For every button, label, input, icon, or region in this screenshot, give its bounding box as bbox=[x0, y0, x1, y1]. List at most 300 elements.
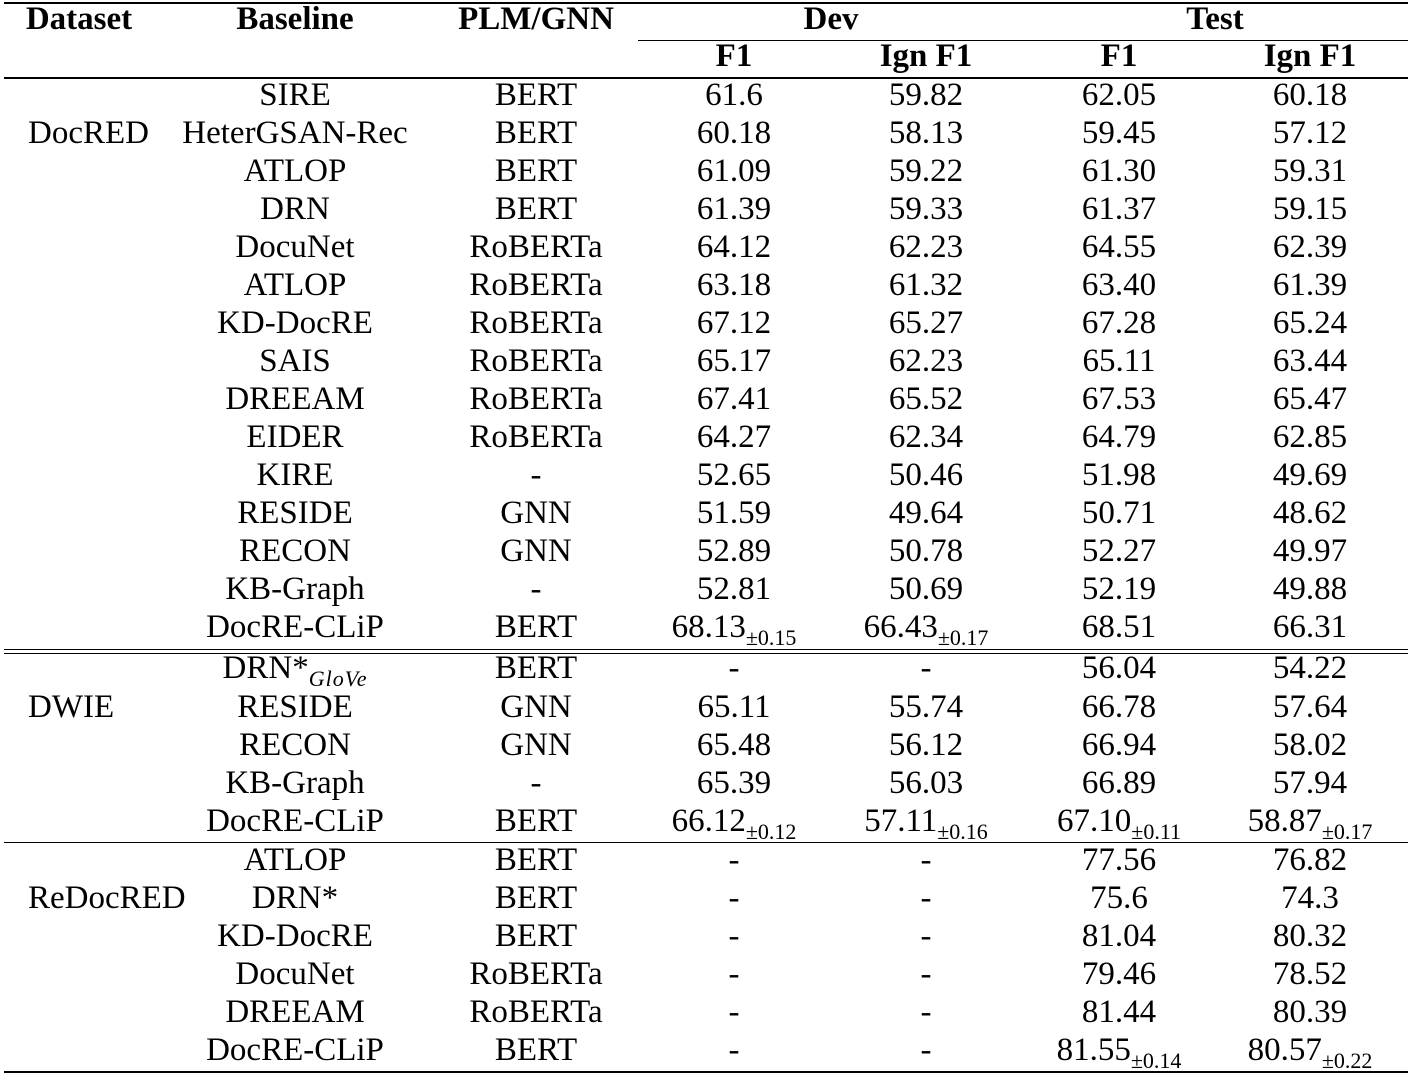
baseline-cell bbox=[225, 993, 364, 1031]
dev-ign-f1-cell bbox=[889, 152, 963, 190]
table-row bbox=[0, 688, 1412, 726]
plm-gnn-cell bbox=[531, 456, 542, 494]
test-ign-f1-cell-value: 80.39 bbox=[1272, 994, 1348, 1030]
test-f1-cell bbox=[1082, 266, 1156, 304]
plm-gnn-cell bbox=[469, 228, 602, 266]
dev-f1-cell bbox=[697, 152, 771, 190]
plm-gnn-cell bbox=[495, 190, 577, 228]
baseline-cell bbox=[257, 456, 334, 494]
test-ign-f1-cell-value: 49.69 bbox=[1272, 457, 1348, 493]
plm-gnn-cell-value: GNN bbox=[500, 727, 572, 763]
dev-ign-f1-cell bbox=[889, 342, 963, 380]
dev-f1-cell bbox=[729, 879, 740, 917]
table-row bbox=[0, 570, 1412, 608]
test-ign-f1-cell bbox=[1273, 688, 1347, 726]
plm-gnn-cell-value: BERT bbox=[494, 880, 578, 916]
test-f1-cell bbox=[1082, 342, 1155, 380]
plm-gnn-cell bbox=[495, 917, 577, 955]
dev-f1-cell-value: 61.09 bbox=[696, 153, 772, 189]
dev-f1-cell-value: 60.18 bbox=[696, 115, 772, 151]
dev-f1-cell bbox=[697, 114, 771, 152]
baseline-cell bbox=[244, 841, 347, 879]
test-f1-cell-value: 68.51 bbox=[1081, 609, 1157, 645]
dev-f1-cell-value: 67.12 bbox=[696, 305, 772, 341]
std-dev-subscript: ±0.15 bbox=[745, 625, 797, 650]
test-ign-f1-cell bbox=[1273, 190, 1347, 228]
baseline-cell bbox=[244, 266, 347, 304]
test-f1-cell-value: 61.30 bbox=[1081, 153, 1157, 189]
test-ign-f1-cell-value: 48.62 bbox=[1272, 495, 1348, 531]
dev-ign-f1-cell bbox=[889, 418, 963, 456]
dev-ign-f1-cell-value: - bbox=[920, 880, 932, 916]
dev-f1-cell-value: 52.65 bbox=[696, 457, 772, 493]
test-ign-f1-cell-value: 59.31 bbox=[1272, 153, 1348, 189]
table-row bbox=[0, 608, 1412, 650]
test-f1-cell bbox=[1082, 228, 1156, 266]
header-test-ign-f1: Ign F1 bbox=[1263, 38, 1357, 74]
baseline-cell-value: KD-DocRE bbox=[217, 305, 373, 341]
test-ign-f1-cell bbox=[1273, 726, 1347, 764]
test-f1-cell-value: 52.27 bbox=[1081, 533, 1157, 569]
plm-gnn-cell bbox=[500, 688, 572, 726]
dev-ign-f1-cell-value: 50.78 bbox=[888, 533, 964, 569]
plm-gnn-cell-value: GNN bbox=[500, 495, 572, 531]
table-row bbox=[0, 418, 1412, 456]
plm-gnn-cell-value: RoBERTa bbox=[469, 267, 603, 303]
dev-f1-cell bbox=[729, 649, 740, 687]
baseline-cell-value: ATLOP bbox=[243, 842, 347, 878]
test-f1-cell-value: 77.56 bbox=[1081, 842, 1157, 878]
dev-f1-cell-value: 61.39 bbox=[696, 191, 772, 227]
dev-ign-f1-cell bbox=[889, 688, 963, 726]
std-dev-subscript: ±0.12 bbox=[745, 819, 797, 844]
dev-f1-cell bbox=[697, 456, 771, 494]
plm-gnn-cell bbox=[531, 764, 542, 802]
dev-f1-cell-value: 65.48 bbox=[696, 727, 772, 763]
test-ign-f1-cell-value: 59.15 bbox=[1272, 191, 1348, 227]
plm-gnn-cell bbox=[469, 304, 602, 342]
baseline-cell-value: KB-Graph bbox=[225, 571, 365, 607]
test-f1-cell bbox=[1090, 879, 1148, 917]
test-ign-f1-cell-value: 54.22 bbox=[1272, 650, 1348, 686]
baseline-cell-value: DREEAM bbox=[225, 994, 365, 1030]
test-ign-f1-cell bbox=[1273, 955, 1347, 993]
plm-gnn-cell bbox=[495, 152, 577, 190]
baseline-cell-value: SAIS bbox=[259, 343, 331, 379]
plm-gnn-cell-value: BERT bbox=[494, 803, 578, 839]
baseline-cell-value: DRN* bbox=[222, 650, 309, 686]
table-row bbox=[0, 304, 1412, 342]
baseline-cell-value: ATLOP bbox=[243, 267, 347, 303]
test-f1-cell-value: 81.44 bbox=[1081, 994, 1157, 1030]
dev-ign-f1-cell-value: 59.22 bbox=[888, 153, 964, 189]
baseline-cell bbox=[239, 532, 351, 570]
header-plm-gnn: PLM/GNN bbox=[458, 1, 614, 37]
test-ign-f1-cell bbox=[1273, 649, 1347, 687]
test-f1-cell-value: 81.55 bbox=[1056, 1032, 1131, 1068]
dev-f1-cell-value: 64.12 bbox=[696, 229, 772, 265]
dev-ign-f1-cell bbox=[889, 190, 963, 228]
plm-gnn-cell-value: RoBERTa bbox=[469, 229, 603, 265]
dev-f1-cell-value: - bbox=[728, 1032, 740, 1068]
plm-gnn-cell-value: BERT bbox=[494, 191, 578, 227]
dev-f1-cell bbox=[697, 266, 771, 304]
test-f1-cell bbox=[1082, 494, 1156, 532]
test-ign-f1-cell-value: 80.57 bbox=[1247, 1032, 1322, 1068]
test-f1-cell bbox=[1082, 726, 1156, 764]
dev-ign-f1-cell bbox=[921, 993, 932, 1031]
baseline-cell-value: RESIDE bbox=[237, 689, 353, 725]
plm-gnn-cell-value: BERT bbox=[494, 77, 578, 113]
plm-gnn-cell-value: BERT bbox=[494, 842, 578, 878]
test-ign-f1-cell-value: 62.85 bbox=[1272, 419, 1348, 455]
plm-gnn-cell-value: BERT bbox=[494, 115, 578, 151]
plm-gnn-cell-value: GNN bbox=[500, 533, 572, 569]
test-f1-cell bbox=[1082, 76, 1156, 114]
baseline-cell-value: SIRE bbox=[259, 77, 331, 113]
dev-f1-cell-value: 68.13 bbox=[671, 609, 746, 645]
baseline-cell bbox=[206, 802, 384, 840]
test-f1-cell-value: 64.55 bbox=[1081, 229, 1157, 265]
baseline-cell bbox=[252, 879, 338, 917]
test-f1-cell-value: 50.71 bbox=[1081, 495, 1157, 531]
dev-f1-cell bbox=[697, 570, 771, 608]
dev-f1-cell bbox=[697, 418, 771, 456]
baseline-cell bbox=[246, 418, 343, 456]
baseline-cell bbox=[237, 494, 353, 532]
dev-f1-cell bbox=[729, 1031, 740, 1069]
test-ign-f1-cell-value: 61.39 bbox=[1272, 267, 1348, 303]
dev-ign-f1-cell bbox=[889, 304, 963, 342]
test-ign-f1-cell bbox=[1273, 841, 1347, 879]
dev-ign-f1-cell-value: 65.52 bbox=[888, 381, 964, 417]
dev-f1-cell bbox=[729, 993, 740, 1031]
dev-f1-cell-value: 67.41 bbox=[696, 381, 772, 417]
plm-gnn-cell-value: RoBERTa bbox=[469, 305, 603, 341]
baseline-cell bbox=[260, 190, 330, 228]
baseline-cell bbox=[235, 228, 354, 266]
header-dataset: Dataset bbox=[25, 1, 133, 37]
dev-f1-cell bbox=[697, 532, 771, 570]
plm-gnn-cell bbox=[495, 879, 577, 917]
plm-gnn-cell bbox=[500, 532, 572, 570]
table-row bbox=[0, 841, 1412, 879]
test-ign-f1-cell bbox=[1273, 608, 1347, 646]
test-f1-cell-value: 59.45 bbox=[1081, 115, 1157, 151]
baseline-cell-value: KD-DocRE bbox=[217, 918, 373, 954]
std-dev-subscript: ±0.14 bbox=[1130, 1048, 1182, 1073]
dev-ign-f1-cell-value: - bbox=[920, 650, 932, 686]
dev-ign-f1-cell bbox=[889, 114, 963, 152]
dev-f1-cell-value: 51.59 bbox=[696, 495, 772, 531]
test-ign-f1-cell bbox=[1273, 152, 1347, 190]
dev-ign-f1-cell-value: 66.43 bbox=[863, 609, 938, 645]
dev-f1-cell bbox=[729, 917, 740, 955]
test-ign-f1-cell bbox=[1273, 993, 1347, 1031]
baseline-cell-value: RECON bbox=[239, 533, 351, 569]
header-dev-ign-f1: Ign F1 bbox=[879, 38, 973, 74]
test-ign-f1-cell bbox=[1273, 76, 1347, 114]
test-ign-f1-cell bbox=[1273, 304, 1347, 342]
table-row bbox=[0, 532, 1412, 570]
test-f1-cell-value: 51.98 bbox=[1081, 457, 1157, 493]
test-ign-f1-cell-value: 66.31 bbox=[1272, 609, 1348, 645]
plm-gnn-cell bbox=[500, 494, 572, 532]
dev-f1-cell bbox=[697, 190, 771, 228]
dev-f1-cell bbox=[697, 380, 771, 418]
baseline-cell-value: KIRE bbox=[256, 457, 334, 493]
test-ign-f1-cell bbox=[1273, 570, 1347, 608]
test-f1-cell bbox=[1082, 764, 1156, 802]
dev-f1-cell-value: 52.89 bbox=[696, 533, 772, 569]
baseline-cell bbox=[244, 152, 347, 190]
test-ign-f1-cell-value: 57.94 bbox=[1272, 765, 1348, 801]
dev-f1-cell-value: - bbox=[728, 994, 740, 1030]
dev-ign-f1-cell bbox=[921, 917, 932, 955]
baseline-cell bbox=[225, 570, 364, 608]
plm-gnn-cell-value: BERT bbox=[494, 650, 578, 686]
std-dev-subscript: ±0.22 bbox=[1321, 1048, 1373, 1073]
plm-gnn-cell bbox=[469, 955, 602, 993]
dev-f1-cell bbox=[697, 494, 771, 532]
header-dev: Dev bbox=[803, 1, 859, 37]
dataset-label: ReDocRED bbox=[28, 880, 186, 916]
baseline-cell-value: DocuNet bbox=[235, 229, 355, 265]
dev-ign-f1-cell-value: - bbox=[920, 956, 932, 992]
baseline-cell-value: DocRE-CLiP bbox=[206, 609, 384, 645]
plm-gnn-cell-value: GNN bbox=[500, 689, 572, 725]
table-row bbox=[0, 649, 1412, 691]
table-row bbox=[0, 726, 1412, 764]
test-f1-cell-value: 61.37 bbox=[1081, 191, 1157, 227]
plm-gnn-cell-value: BERT bbox=[494, 918, 578, 954]
header-baseline: Baseline bbox=[236, 1, 354, 37]
header-test: Test bbox=[1186, 1, 1244, 37]
test-f1-cell bbox=[1082, 917, 1156, 955]
test-f1-cell-value: 66.94 bbox=[1081, 727, 1157, 763]
header-test-f1: F1 bbox=[1100, 38, 1138, 74]
header-dev-f1: F1 bbox=[715, 38, 753, 74]
baseline-cell-value: DocRE-CLiP bbox=[206, 1032, 384, 1068]
dev-f1-cell bbox=[697, 726, 771, 764]
dev-ign-f1-cell-value: 59.33 bbox=[888, 191, 964, 227]
test-f1-cell-value: 64.79 bbox=[1081, 419, 1157, 455]
test-ign-f1-cell bbox=[1273, 114, 1347, 152]
table-row bbox=[0, 993, 1412, 1031]
dev-ign-f1-cell bbox=[864, 802, 988, 843]
std-dev-subscript: ±0.11 bbox=[1131, 819, 1182, 844]
baseline-cell-value: DREEAM bbox=[225, 381, 365, 417]
table-row bbox=[0, 764, 1412, 802]
baseline-cell bbox=[259, 342, 331, 380]
test-ign-f1-cell bbox=[1273, 494, 1347, 532]
std-dev-subscript: ±0.16 bbox=[937, 819, 988, 844]
dev-f1-cell-value: - bbox=[728, 918, 740, 954]
plm-gnn-cell bbox=[495, 76, 577, 114]
test-f1-cell-value: 65.11 bbox=[1082, 343, 1156, 379]
test-f1-cell-value: 79.46 bbox=[1081, 956, 1157, 992]
plm-gnn-cell bbox=[531, 570, 542, 608]
dev-f1-cell bbox=[697, 304, 771, 342]
dev-ign-f1-cell bbox=[921, 1031, 932, 1069]
dev-ign-f1-cell-value: 65.27 bbox=[888, 305, 964, 341]
dev-ign-f1-cell-value: - bbox=[920, 1032, 932, 1068]
std-dev-subscript: ±0.17 bbox=[1321, 819, 1373, 844]
plm-gnn-cell-value: RoBERTa bbox=[469, 343, 603, 379]
plm-gnn-cell bbox=[469, 342, 602, 380]
baseline-cell bbox=[217, 917, 373, 955]
plm-gnn-cell-value: RoBERTa bbox=[469, 419, 603, 455]
dev-ign-f1-cell-value: 50.69 bbox=[888, 571, 964, 607]
table-row bbox=[0, 266, 1412, 304]
plm-gnn-cell-value: BERT bbox=[494, 1032, 578, 1068]
baseline-cell-value: DocRE-CLiP bbox=[206, 803, 384, 839]
test-f1-cell bbox=[1082, 380, 1156, 418]
dev-ign-f1-cell-value: 55.74 bbox=[888, 689, 964, 725]
test-ign-f1-cell-value: 63.44 bbox=[1272, 343, 1348, 379]
test-ign-f1-cell bbox=[1273, 532, 1347, 570]
baseline-cell-value: ATLOP bbox=[243, 153, 347, 189]
test-ign-f1-cell bbox=[1248, 1031, 1373, 1072]
dev-ign-f1-cell bbox=[921, 879, 932, 917]
test-ign-f1-cell-value: 49.88 bbox=[1272, 571, 1348, 607]
test-ign-f1-cell bbox=[1273, 456, 1347, 494]
dev-ign-f1-cell-value: 58.13 bbox=[888, 115, 964, 151]
plm-gnn-cell-value: RoBERTa bbox=[469, 994, 603, 1030]
dev-f1-cell bbox=[697, 688, 770, 726]
test-ign-f1-cell bbox=[1273, 764, 1347, 802]
baseline-subscript: GloVe bbox=[308, 666, 368, 691]
dev-f1-cell-value: 63.18 bbox=[696, 267, 772, 303]
dev-ign-f1-cell-value: 62.23 bbox=[888, 229, 964, 265]
dev-ign-f1-cell-value: 62.34 bbox=[888, 419, 964, 455]
test-ign-f1-cell-value: 49.97 bbox=[1272, 533, 1348, 569]
test-ign-f1-cell-value: 80.32 bbox=[1272, 918, 1348, 954]
table-row bbox=[0, 879, 1412, 917]
baseline-cell bbox=[206, 1031, 384, 1069]
baseline-cell bbox=[206, 608, 384, 646]
test-f1-cell-value: 81.04 bbox=[1081, 918, 1157, 954]
test-ign-f1-cell-value: 57.12 bbox=[1272, 115, 1348, 151]
test-f1-cell bbox=[1057, 1031, 1182, 1072]
plm-gnn-cell bbox=[495, 114, 577, 152]
table-row bbox=[0, 114, 1412, 152]
plm-gnn-cell bbox=[469, 380, 602, 418]
plm-gnn-cell-value: BERT bbox=[494, 153, 578, 189]
test-f1-cell-value: 52.19 bbox=[1081, 571, 1157, 607]
test-ign-f1-cell bbox=[1281, 879, 1339, 917]
test-f1-cell-value: 62.05 bbox=[1081, 77, 1157, 113]
test-ign-f1-cell bbox=[1273, 380, 1347, 418]
plm-gnn-cell-value: - bbox=[530, 765, 542, 801]
dev-f1-cell-value: 66.12 bbox=[671, 803, 746, 839]
test-f1-cell-value: 75.6 bbox=[1090, 880, 1148, 916]
baseline-cell-value: KB-Graph bbox=[225, 765, 365, 801]
dev-ign-f1-cell-value: 61.32 bbox=[888, 267, 964, 303]
dev-f1-cell-value: - bbox=[728, 650, 740, 686]
plm-gnn-cell-value: - bbox=[530, 457, 542, 493]
baseline-cell-value: DocuNet bbox=[235, 956, 355, 992]
test-ign-f1-cell-value: 62.39 bbox=[1272, 229, 1348, 265]
plm-gnn-cell bbox=[469, 993, 602, 1031]
dev-ign-f1-cell bbox=[889, 380, 963, 418]
dev-ign-f1-cell bbox=[889, 764, 963, 802]
dev-ign-f1-cell bbox=[889, 494, 963, 532]
test-f1-cell-value: 67.10 bbox=[1056, 803, 1132, 839]
test-f1-cell-value: 63.40 bbox=[1081, 267, 1157, 303]
table-row bbox=[0, 494, 1412, 532]
dev-f1-cell-value: 65.39 bbox=[696, 765, 772, 801]
plm-gnn-cell bbox=[495, 608, 577, 646]
test-ign-f1-cell bbox=[1273, 266, 1347, 304]
table-row bbox=[0, 955, 1412, 993]
table-row bbox=[0, 190, 1412, 228]
dev-f1-cell bbox=[729, 841, 740, 879]
dev-ign-f1-cell bbox=[889, 726, 963, 764]
baseline-cell-value: DRN bbox=[260, 191, 330, 227]
plm-gnn-cell-value: RoBERTa bbox=[469, 956, 603, 992]
test-f1-cell bbox=[1082, 649, 1156, 687]
table-row bbox=[0, 342, 1412, 380]
bottom-rule bbox=[4, 1071, 1408, 1073]
dev-f1-cell bbox=[697, 228, 771, 266]
dev-ign-f1-cell-value: - bbox=[920, 994, 932, 1030]
dev-ign-f1-cell bbox=[921, 955, 932, 993]
dev-ign-f1-cell-value: 50.46 bbox=[888, 457, 964, 493]
test-f1-cell bbox=[1082, 608, 1156, 646]
baseline-cell bbox=[259, 76, 331, 114]
dev-ign-f1-cell-value: 62.23 bbox=[888, 343, 964, 379]
table-row bbox=[0, 456, 1412, 494]
baseline-cell-value: RESIDE bbox=[237, 495, 353, 531]
test-f1-cell bbox=[1082, 955, 1156, 993]
table-row bbox=[0, 802, 1412, 844]
baseline-cell bbox=[235, 955, 354, 993]
test-f1-cell bbox=[1082, 304, 1156, 342]
test-f1-cell bbox=[1082, 570, 1156, 608]
baseline-cell bbox=[182, 114, 407, 152]
dev-f1-cell bbox=[697, 764, 771, 802]
dev-f1-cell bbox=[672, 608, 797, 649]
dev-f1-cell-value: 64.27 bbox=[696, 419, 772, 455]
dev-ign-f1-cell bbox=[864, 608, 989, 649]
baseline-cell-value: HeterGSAN-Rec bbox=[182, 115, 408, 151]
test-ign-f1-cell-value: 58.02 bbox=[1272, 727, 1348, 763]
test-ign-f1-cell-value: 57.64 bbox=[1272, 689, 1348, 725]
plm-gnn-cell-value: RoBERTa bbox=[469, 381, 603, 417]
dev-ign-f1-cell bbox=[921, 649, 932, 687]
test-ign-f1-cell bbox=[1273, 228, 1347, 266]
test-ign-f1-cell-value: 60.18 bbox=[1272, 77, 1348, 113]
test-f1-cell bbox=[1082, 114, 1156, 152]
test-ign-f1-cell-value: 74.3 bbox=[1281, 880, 1339, 916]
dev-ign-f1-cell bbox=[889, 570, 963, 608]
test-f1-cell-value: 66.78 bbox=[1081, 689, 1157, 725]
baseline-cell bbox=[225, 764, 364, 802]
dev-ign-f1-cell-value: 56.12 bbox=[888, 727, 964, 763]
table-row bbox=[0, 76, 1412, 114]
dev-ign-f1-cell-value: 59.82 bbox=[888, 77, 964, 113]
baseline-cell bbox=[217, 304, 373, 342]
baseline-cell bbox=[237, 688, 353, 726]
std-dev-subscript: ±0.17 bbox=[937, 625, 989, 650]
table-row bbox=[0, 152, 1412, 190]
baseline-cell-value: RECON bbox=[239, 727, 351, 763]
test-ign-f1-cell bbox=[1273, 342, 1347, 380]
baseline-cell bbox=[223, 649, 368, 690]
test-f1-cell bbox=[1082, 152, 1156, 190]
test-f1-cell-value: 56.04 bbox=[1081, 650, 1157, 686]
